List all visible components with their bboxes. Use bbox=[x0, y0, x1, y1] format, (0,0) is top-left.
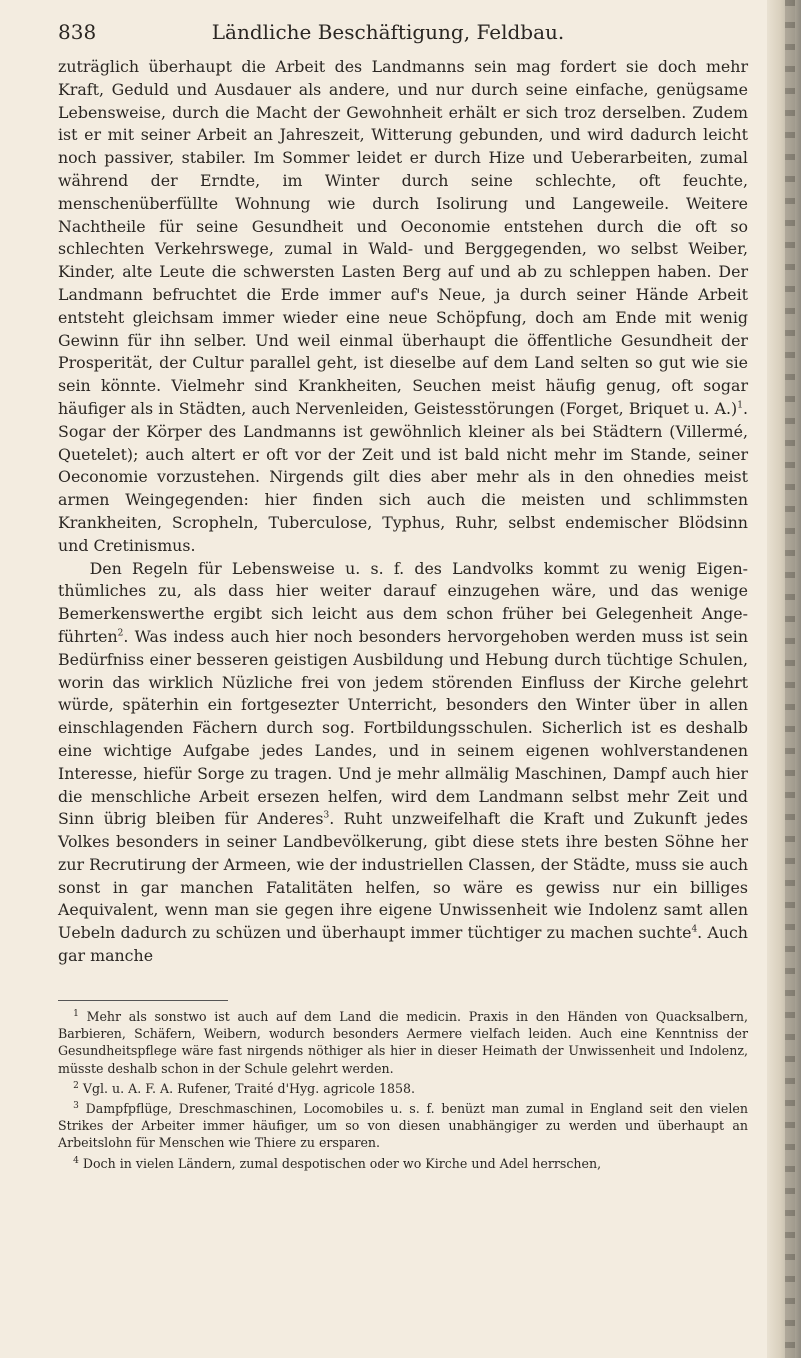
page-binding-edge bbox=[767, 0, 801, 1358]
footnote-mark: 1 bbox=[73, 1008, 79, 1019]
footnote-ref: 3 bbox=[323, 811, 330, 822]
text-run: zuträglich überhaupt die Arbeit des Landmanns sein mag fordert sie doch mehr Kraft, Geduld und Ausdauer als andere, und nur durch seine einfache, genügsame Lebensweise, durch die Macht der Gewohnheit erhält er sich troz derselben. Zudem ist er mit seiner Arbeit an Jahreszeit, Witterung gebunden, und wird dadurch leicht noch passiver, stabiler. Im Sommer leidet er durch Hize und Ueberarbeiten, zumal während der Erndte, im Winter durch seine schlechte, oft feuchte, menschenüberfüllte Wohnung wie durch Isolirung und Langeweile. Weitere Nachtheile für seine Gesundheit und Oeconomie entstehen durch die oft so schlechten Verkehrswege, zumal in Wald- und Berggegenden, wo selbst Weiber, Kinder, alte Leute die schwersten Lasten Berg auf und ab zu schleppen haben. Der Landmann befruchtet die Erde immer auf's Neue, ja durch seiner Hände Arbeit entsteht gleichsam immer wieder eine neue Schöpfung, doch am Ende mit wenig Gewinn für ihn selber. Und weil einmal überhaupt die öffentliche Gesundheit der Prosperität, der Cultur parallel geht, ist dieselbe auf dem Land selten so gut wie sie sein könnte. Vielmehr sind Krankheiten, Seuchen meist häufig genug, oft sogar häufiger als in Städten, auch Nervenleiden, Geistesstörungen (Forget, Briquet u. A.) bbox=[58, 57, 748, 418]
footnote-ref: 4 bbox=[691, 925, 698, 936]
text-run: Den Regeln für Lebensweise u. s. f. des Landvolks kommt zu wenig Eigenthümliches zu, als dass hier weiter darauf einzugehen wäre, und das wenige Bemerkenswerthe ergibt sich leicht aus dem schon früher bei Gelegenheit Angeführten bbox=[58, 558, 748, 646]
spine-strip bbox=[785, 0, 795, 1358]
page-number: 838 bbox=[58, 20, 97, 44]
footnote bbox=[58, 1008, 748, 1077]
footnote-divider bbox=[58, 1000, 228, 1001]
footnote-text: Vgl. u. A. F. A. Rufener, Traité d'Hyg. agricole 1858. bbox=[82, 1080, 416, 1096]
footnote-text: Mehr als sonstwo ist auch auf dem Land die medicin. Praxis in den Händen von Quacksalbern, Barbieren, Schäfern, Weibern, wodurch besonders Aermere vielfach leiden. Auch eine Kenntniss der Gesundheitspflege wäre fast nirgends nöthiger als hier in dieser Heimath der Unwissenheit und Indolenz, müsste deshalb schon in der Schule gelehrt werden. bbox=[58, 1009, 748, 1076]
text-run: . Sogar der Körper des Landmanns ist gewöhnlich kleiner als bei Städtern (Villermé, Quetelet); auch altert er oft vor der Zeit und ist bald nicht mehr im Stande, seiner Oeconomie vorzustehen. Nirgends gilt dies aber mehr als in den ohnedies meist armen Weingegenden: hier finden sich auch die meisten und schlimmsten Krankheiten, Scropheln, Tuberculose, Typhus, Ruhr, selbst endemischer Blödsinn und Cretinismus. bbox=[58, 398, 748, 555]
running-title: Ländliche Beschäftigung, Feldbau. bbox=[211, 20, 565, 44]
paragraph bbox=[58, 56, 748, 558]
text-run: . Was indess auch hier noch besonders hervorgehoben werden muss ist sein Bedürfniss einer besseren geistigen Ausbildung und Hebung durch tüchtige Schulen, worin das wirklich Nüzliche frei von jedem störenden Einfluss der Kirche gelehrt würde, späterhin ein fortgesezter Unterricht, besonders den Winter über in allen einschlagenden Fächern durch sog. Fortbildungsschulen. Sicherlich ist es deshalb eine wichtige Aufgabe jedes Landes, und in seinem eigenen wohlverstandenen Interesse, hiefür Sorge zu tragen. Und je mehr allmälig Maschinen, Dampf auch hier die menschliche Arbeit ersezen helfen, wird dem Landmann selbst mehr Zeit und Sinn übrig bleiben für Anderes bbox=[58, 626, 748, 829]
text-run: . Ruht unzweifelhaft die Kraft und Zukunft jedes Volkes besonders in seiner Landbevölkerung, gibt diese stets ihre besten Söhne her zur Recrutirung der Armeen, wie der industriellen Classen, der Städte, muss sie auch sonst in gar manchen Fatalitäten helfen, so wäre es gewiss nur ein billiges Aequivalent, wenn man sie gegen ihre eigene Unwissenheit wie Indolenz samt allen Uebeln dadurch zu schüzen und überhaupt immer tüchtiger zu machen suchte bbox=[58, 809, 748, 943]
footnotes bbox=[58, 1008, 748, 1175]
page-header bbox=[58, 20, 718, 50]
footnote-mark: 4 bbox=[73, 1155, 79, 1166]
footnote-text: Dampfpflüge, Dreschmaschinen, Locomobiles u. s. f. benüzt man zumal in England seit den vielen Strikes der Arbeiter immer häufiger, um so von diesen unabhängiger zu werden und überhaupt an Arbeitslohn für Menschen wie Thiere zu ersparen. bbox=[58, 1101, 748, 1151]
footnote-ref: 2 bbox=[117, 628, 124, 639]
footnote-mark: 2 bbox=[73, 1080, 79, 1091]
text-run: . Auch gar manche bbox=[58, 923, 748, 966]
footnote bbox=[58, 1100, 748, 1152]
footnote bbox=[58, 1155, 748, 1172]
main-text bbox=[58, 56, 748, 968]
footnote-mark: 3 bbox=[73, 1100, 79, 1111]
paragraph bbox=[58, 558, 748, 968]
footnote-text: Doch in vielen Ländern, zumal despotischen oder wo Kirche und Adel herrschen, bbox=[82, 1155, 602, 1171]
footnote-ref: 1 bbox=[737, 400, 743, 411]
footnote bbox=[58, 1080, 748, 1097]
